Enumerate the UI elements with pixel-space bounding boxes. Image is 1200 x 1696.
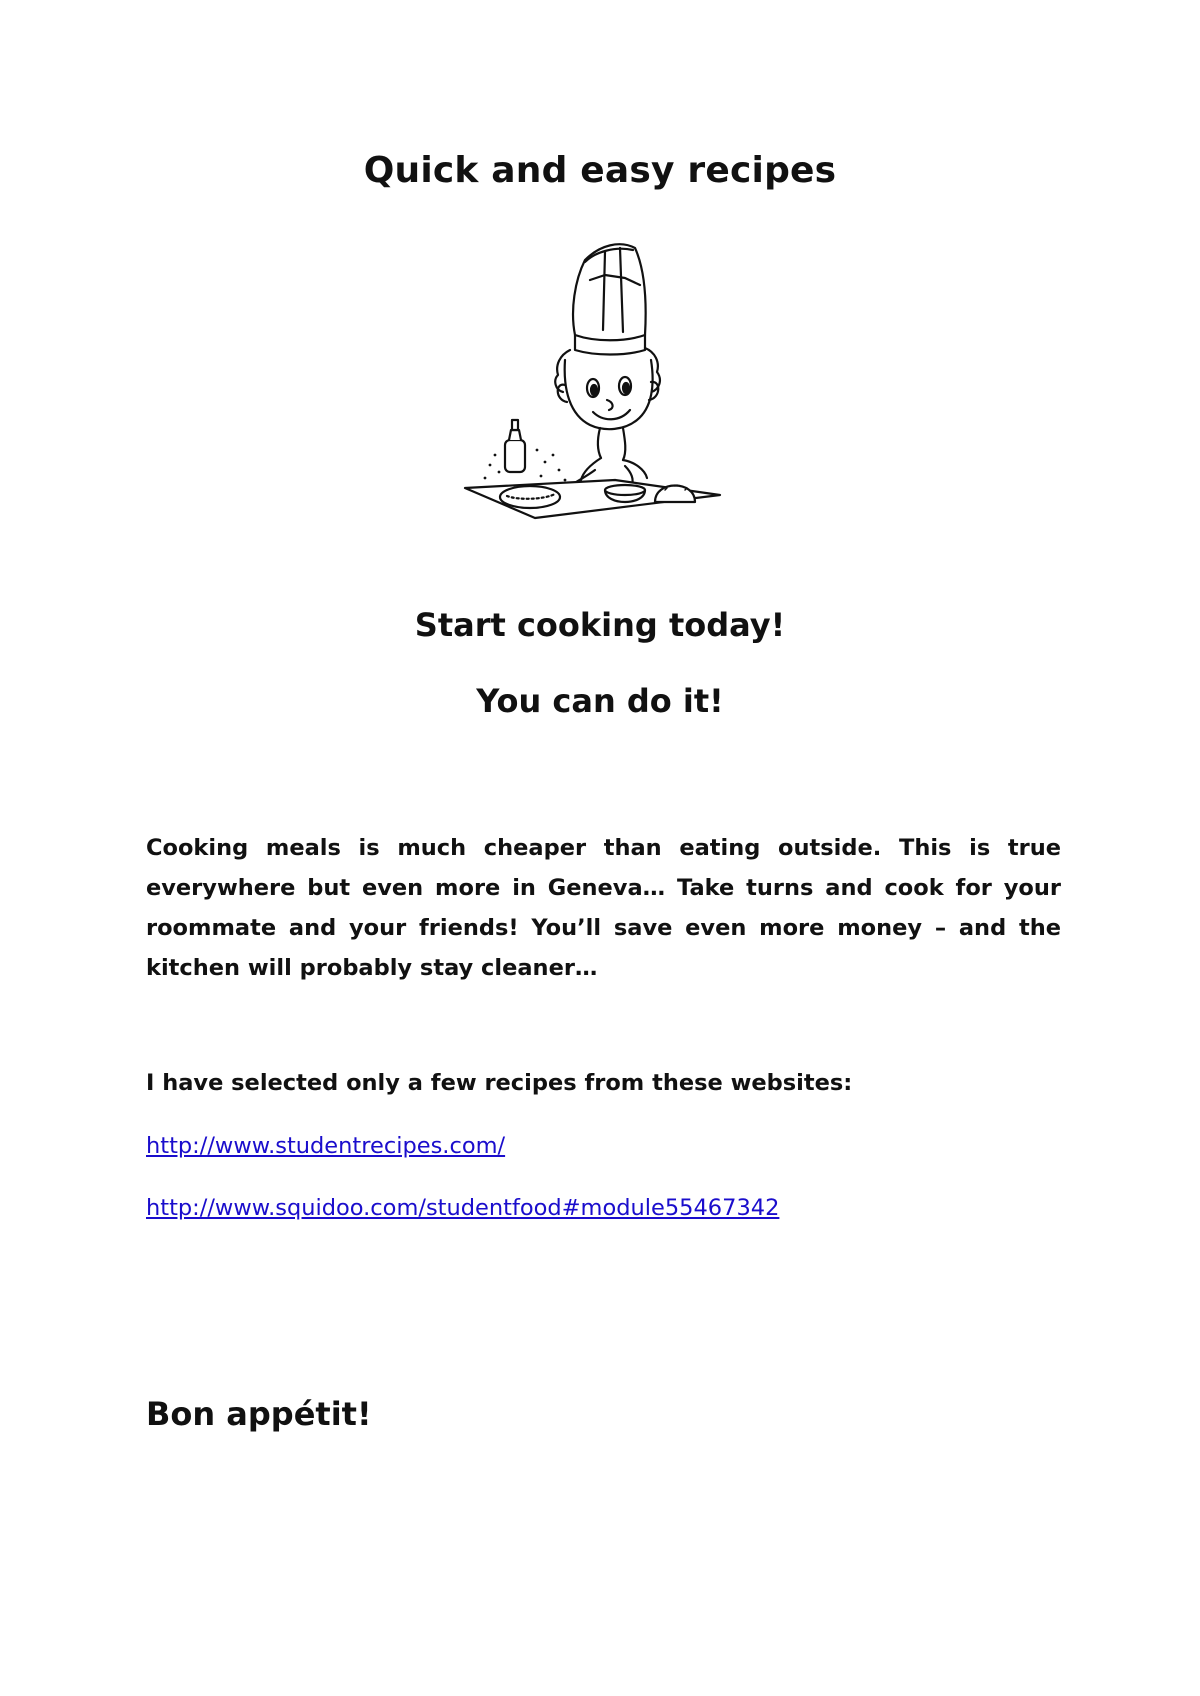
page-title: Quick and easy recipes bbox=[363, 150, 837, 191]
links-lead-text: I have selected only a few recipes from these websites: bbox=[146, 1070, 853, 1096]
cartoon-chef-boy-cooking-icon bbox=[455, 240, 755, 555]
slogan-you-can-do-it: You can do it! bbox=[476, 682, 724, 720]
slogan-start-cooking: Start cooking today! bbox=[414, 606, 786, 644]
intro-paragraph: Cooking meals is much cheaper than eating outside. This is true everywhere but even more in Geneva… Take turns and cook for your roommate and your friends! You’ll save even more money – and the kitchen will probably stay cleaner… bbox=[146, 835, 1061, 981]
link-squidoo-studentfood[interactable]: http://www.squidoo.com/studentfood#module55467342 bbox=[146, 1195, 780, 1221]
link-studentrecipes[interactable]: http://www.studentrecipes.com/ bbox=[146, 1133, 506, 1159]
closing-text: Bon appétit! bbox=[146, 1395, 372, 1433]
